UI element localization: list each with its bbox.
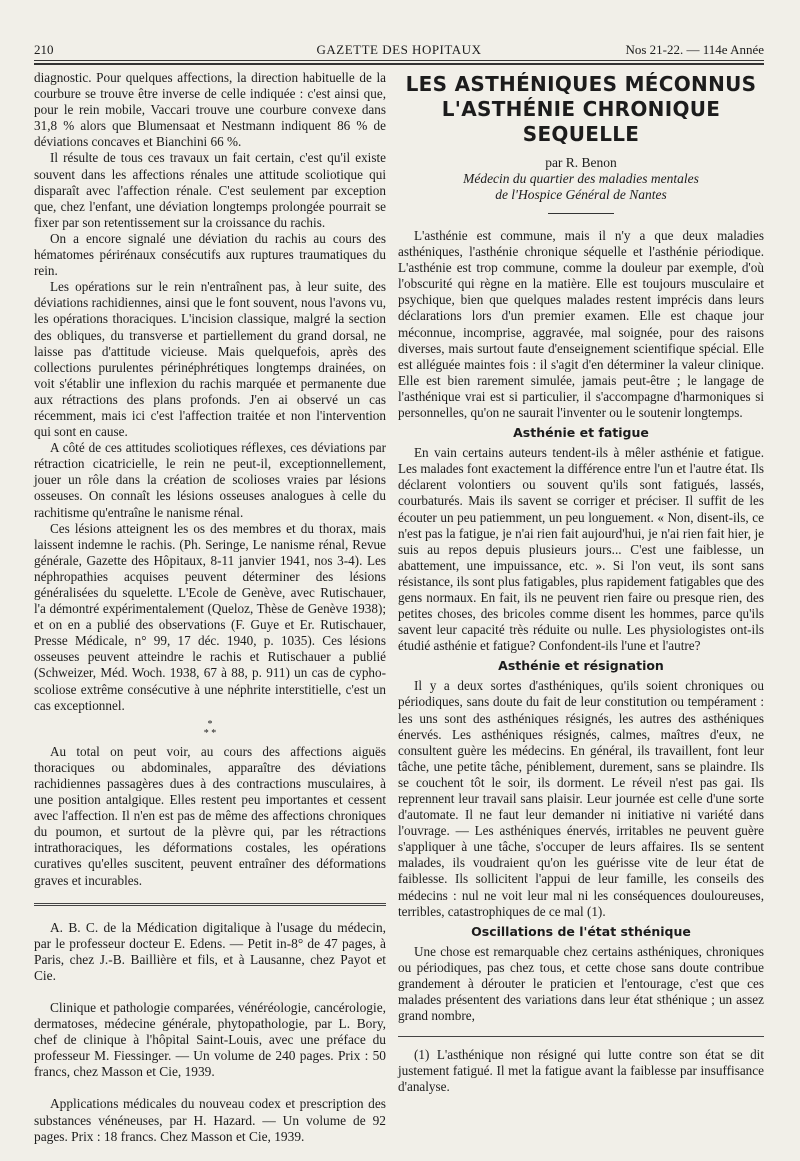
paragraph: Au total on peut voir, au cours des affections aiguës thoraciques ou abdominales, apparaître des déviations rachidiennes passagères dues à des contractions musculaires, à une position antalgique. Elles restent peu importantes et cessent avec l'affection. Il n'en est pas de même des affections chroniques du poumon, et surtout de la plèvre qui, par les rétractions intrathoraciques, les déformations costales, les opérations curatives qu'elles suscitent, peuvent entraîner des déformations graves et incurables. <box>34 743 386 888</box>
footnote-rule <box>398 1036 764 1037</box>
right-column <box>398 70 764 1096</box>
paragraph: On a encore signalé une déviation du rachis au cours des hématomes périrénaux consécutifs aux ruptures traumatiques du rein. <box>34 230 386 279</box>
bibliography-entry: Applications médicales du nouveau codex et prescription des substances vénéneuses, par H. Hazard. — Un volume de 92 pages. Prix : 18 francs. Chez Masson et Cie, 1939. <box>34 1096 386 1144</box>
author-byline: par R. Benon <box>545 155 617 170</box>
section-divider <box>34 903 386 906</box>
header-rule-thick <box>34 63 764 65</box>
asterism-separator: * * * <box>203 718 217 739</box>
paragraph: L'asthénie est commune, mais il n'y a que deux maladies asthéniques, l'asthénie chronique séquelle et l'asthénie périodique. L'asthénie est trop commune, comme la douleur par exemple, d'où l'obscurité qui règne en la matière. Elle est toujours musculaire et psychique, bien que quelques malades restent imprécis dans leurs déclarations lors d'un premier examen. Elle est chaque jour méconnue, incomprise, aggravée, mal soignée, pour des raisons diverses, mais surtout faute d'enseignement scientifique spécial. Elle est alléguée maintes fois : il s'agit d'en déterminer la valeur clinique. Elle est bien rarement simulée, jamais peut-être ; le langage de l'asthénique vrai est si particulier, il s'accompagne d'harmoniques si personnelles, qu'on ne saurait l'inventer ou le soutenir longtemps. <box>398 228 764 421</box>
section-heading: Oscillations de l'état sthénique <box>471 923 691 939</box>
footnote <box>398 1047 764 1095</box>
paragraph: A côté de ces attitudes scoliotiques réflexes, ces déviations par rétraction cicatricielle, le rein ne peut-il, exceptionnellement, jouer un rôle dans la création de scolioses vraies par lésions osseuses. On connaît les lésions osseuses analogues à celle du rachitisme qu'entraîne le nanisme rénal. <box>34 440 386 520</box>
page-number: 210 <box>34 42 54 57</box>
article-title-line: LES ASTHÉNIQUES MÉCONNUS <box>405 72 757 96</box>
paragraph: En vain certains auteurs tendent-ils à mêler asthénie et fatigue. Les malades font exactement la différence entre l'un et l'autre état. Ils déclarent volontiers ou souvent qu'ils sont fatigués, lassés, courbaturés. Mais ils savent se corriger et préciser. Il suffit de les écouter un peu patiemment, un peu longuement. « Non, disent-ils, ce n'est pas la fatigue, je n'ai rien fait aujourd'hui, je n'ai rien fait hier, je suis au repos depuis plusieurs jours... C'est une faiblesse, un abattement, une impuissance, etc. ». Si l'on veut, ils sont sans résistance, ils sont plus fatigables, plus rapidement fatigables que des gens normaux. En fait, ils ne peuvent rien faire ou presque rien, des petites choses, des bricoles comme disent les hommes, parce qu'ils savent leur capacité très réduite ou nulle. Les physiologistes ont-ils étudié asthénie et fatigue? Confondent-ils l'une et l'autre? <box>398 445 764 654</box>
author-affiliation: de l'Hospice Général de Nantes <box>495 187 667 202</box>
paragraph: Les opérations sur le rein n'entraînent pas, à leur suite, des déviations rachidiennes, ainsi que le font souvent, nous l'avons vu, les opérations thoraciques. L'incision classique, malgré la section des obliques, du transverse et partiellement du grand dorsal, ne laisse pas d'attitude vicieuse. Mais quelquefois, après des collections purulentes périnéphrétiques longtemps drainées, on voit s'établir une inflexion du rachis marquée et permanente due aux rétractions des plans profonds. J'en ai observé un cas récemment, mais ici c'est l'affection traitée et non l'intervention qui sont en cause. <box>34 279 386 440</box>
header-rule <box>34 60 764 61</box>
section-heading: Asthénie et résignation <box>498 658 664 674</box>
title-rule <box>548 213 614 214</box>
bibliography-entry: Clinique et pathologie comparées, vénéréologie, cancérologie, dermatoses, médecine générale, phytopathologie, par L. Bory, chef de clinique à l'hôpital Saint-Louis, avec une préface du professeur M. Fiessinger. — Un volume de 240 pages. Prix : 50 francs, chez Masson et Cie, 1939. <box>34 999 386 1080</box>
journal-title: GAZETTE DES HOPITAUX <box>316 42 482 57</box>
article-title <box>398 72 764 147</box>
section-heading: Asthénie et fatigue <box>513 425 649 441</box>
article-title-line: L'ASTHÉNIE CHRONIQUE SEQUELLE <box>441 97 721 146</box>
running-header <box>34 42 764 62</box>
left-column <box>34 70 386 1161</box>
paragraph: Il résulte de tous ces travaux un fait certain, c'est qu'il existe souvent dans les affections rénales une attitude scoliotique qui disparaît avec l'affection rénale. C'est seulement par exception que, chez l'enfant, une déviation longtemps prolongée pourrait se fixer par son retentissement sur la croissance du rachis. <box>34 150 386 230</box>
paragraph: Il y a deux sortes d'asthéniques, qu'ils soient chroniques ou périodiques, sans doute du fait de leur constitution ou tempérament : les uns sont des asthéniques résignés, les autres des asthéniques énervés. Les asthéniques résignés, calmes, maîtres d'eux, ne consultent guère les médecins. En général, ils travaillent, font leur tâche, une petite tâche, péniblement, durement, sans se plaindre. Ils se couchent tôt le soir, ils dorment. Le réveil n'est pas gai. Ils reprennent leur travail sans plaisir. Leur journée est celle d'une sorte d'automate. Il ne faut leur demander ni initiative ni variété dans l'ouvrage. — Les asthéniques énervés, irritables ne peuvent guère s'appliquer à une tâche, s'occuper de leurs affaires. Ils se sentent malades, ils voudraient qu'on les guérisse vite de leur état de faiblesse. Ils sollicitent l'appui de leur famille, les conseils des médecins : nul ne voit leur mal ni les conséquences douloureuses, terribles, catastrophiques de ce mal (1). <box>398 678 764 919</box>
bibliography-entry: A. B. C. de la Médication digitalique à l'usage du médecin, par le professeur docteur E. Edens. — Petit in-8° de 47 pages, à Paris, chez J.-B. Baillière et fils, et à Lausanne, chez Payot et Cie. <box>34 919 386 983</box>
paragraph: diagnostic. Pour quelques affections, la direction habituelle de la courbure se trouve être inverse de celle indiquée : c'est ainsi que, pour le rein mobile, Vaccari trouve une courbure convexe dans 31,8 % alors que Blumensaat et Nestmann indiquent 86 % de déviations concaves et Bianchini 66 %. <box>34 70 386 150</box>
bibliography-list <box>34 920 386 1145</box>
paragraph: Ces lésions atteignent les os des membres et du thorax, mais laissent indemne le rachis. (Ph. Seringe, Le nanisme rénal, Revue générale, Gazette des Hôpitaux, 8-11 janvier 1941, nos 3-4). Les néphropathies acquises peuvent déterminer des lésions généralisées du squelette. L'Ecole de Genève, avec Rutischauer, l'a démontré expérimentalement (Queloz, Thèse de Genève 1938); et on en a publié des observations (F. Guye et Er. Rutischauer, Presse Médicale, n° 99, 17 déc. 1940, p. 1035). Ces lésions osseuses peuvent atteindre le rachis et Rutischauer a publié (Schweizer, Méd. Woch. 1938, 67 à 88, p. 911) un cas de cypho-scoliose extrême consécutive à une néphrite interstitielle, c'est un cas exceptionnel. <box>34 520 386 713</box>
footnote-text: (1) L'asthénique non résigné qui lutte contre son état se dit justement fatigué. Il met la fatigue avant la faiblesse par insuffisance d'analyse. <box>398 1047 764 1095</box>
issue-number: Nos 21-22. — 114e Année <box>625 42 764 57</box>
paragraph: Une chose est remarquable chez certains asthéniques, chroniques ou périodiques, pas chez tous, et cette chose sans doute contribue grandement à dérouter le praticien et l'entourage, c'est que ces malades présentent des variations dans leur état sthénique ; un assez grand nombre, <box>398 943 764 1024</box>
author-affiliation: Médecin du quartier des maladies mentales <box>463 171 699 186</box>
